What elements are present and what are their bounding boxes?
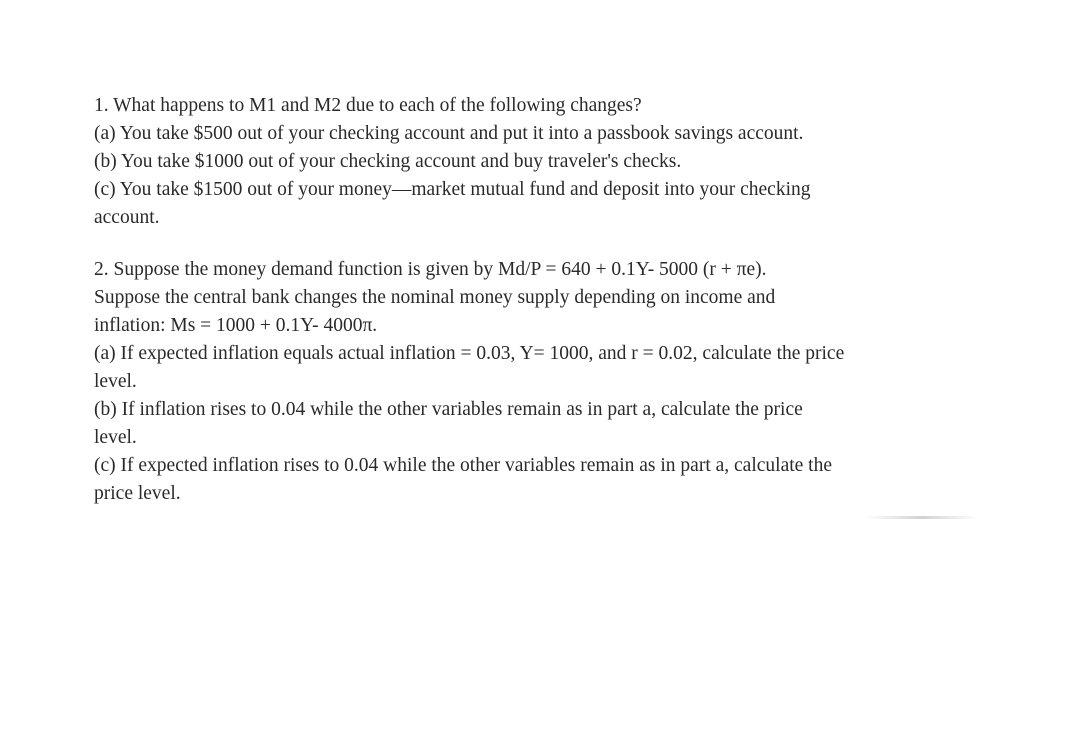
question-1-part-c: (c) You take $1500 out of your money—market mutual fund and deposit into your checking [94,179,811,200]
question-2-part-c: (c) If expected inflation rises to 0.04 while the other variables remain as in part a, calculate the [94,455,832,476]
question-1 [94,92,1014,232]
question-2-stem-line-3: inflation: Ms = 1000 + 0.1Y- 4000π. [94,315,378,336]
scan-smudge [866,516,978,519]
document-body [94,92,1014,508]
question-2-stem: 2. Suppose the money demand function is given by Md/P = 640 + 0.1Y- 5000 (r + πe). [94,259,767,280]
question-1-part-b: (b) You take $1000 out of your checking account and buy traveler's checks. [94,151,682,172]
question-1-stem: 1. What happens to M1 and M2 due to each of the following changes? [94,95,642,116]
question-2-part-a-continued: level. [94,371,137,392]
question-2-part-c-continued: price level. [94,483,181,504]
question-1-part-c-continued: account. [94,207,160,228]
question-spacer [94,232,1014,256]
question-1-part-a: (a) You take $500 out of your checking account and put it into a passbook savings account. [94,123,804,144]
question-2 [94,256,1014,508]
question-2-stem-line-2: Suppose the central bank changes the nominal money supply depending on income and [94,287,776,308]
question-2-part-b: (b) If inflation rises to 0.04 while the other variables remain as in part a, calculate the price [94,399,803,420]
question-2-part-b-continued: level. [94,427,137,448]
question-2-part-a: (a) If expected inflation equals actual inflation = 0.03, Y= 1000, and r = 0.02, calculate the price [94,343,845,364]
